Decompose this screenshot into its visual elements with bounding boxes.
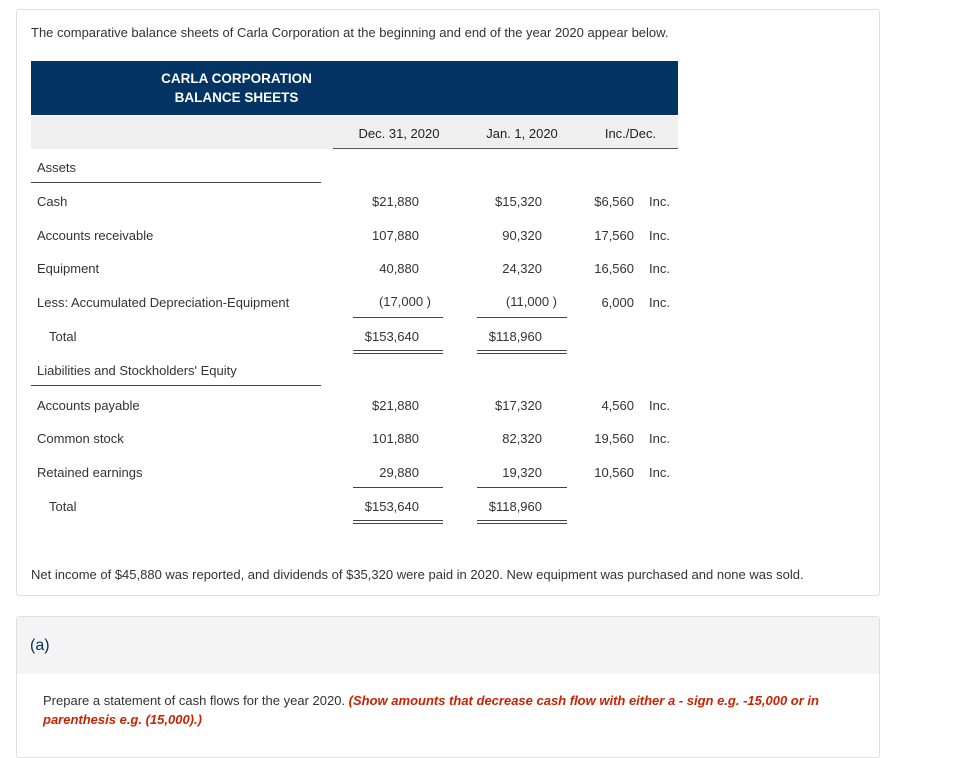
cs-jan: 82,320 [502, 431, 542, 446]
col-dec-2020: Dec. 31, 2020 [358, 126, 440, 141]
liabilities-total-label: Total [49, 499, 77, 514]
col-dec-underline [333, 148, 465, 149]
re-jan: 19,320 [502, 465, 542, 480]
col-jan-underline [459, 148, 587, 149]
footer-note: Net income of $45,880 was reported, and dividends of $35,320 were paid in 2020. New equipment was purchased and none was sold. [31, 567, 804, 582]
assets-total-label: Total [49, 329, 77, 344]
company-name: CARLA CORPORATION [161, 71, 312, 86]
ar-change: 17,560 [594, 228, 634, 243]
assets-total-dec: $153,640 [364, 329, 419, 344]
assets-heading: Assets [37, 160, 77, 175]
row-label-cash: Cash [37, 194, 68, 209]
row-label-retained-earnings: Retained earnings [37, 465, 143, 480]
row-label-accounts-payable: Accounts payable [37, 398, 140, 413]
ar-dec: 107,880 [372, 228, 419, 243]
assets-heading-rule [31, 182, 321, 183]
re-change: 10,560 [594, 465, 634, 480]
accum-dep-direction: Inc. [649, 295, 670, 310]
liabilities-heading-rule [31, 385, 321, 386]
cash-dec: $21,880 [372, 194, 419, 209]
assets-dec-total-double-rule [353, 350, 443, 354]
col-incdec-underline [583, 148, 678, 149]
ap-direction: Inc. [649, 398, 670, 413]
col-inc-dec: Inc./Dec. [604, 126, 657, 141]
row-label-accum-depreciation: Less: Accumulated Depreciation-Equipment [37, 295, 290, 310]
liab-dec-total-double-rule [353, 520, 443, 524]
ar-direction: Inc. [649, 228, 670, 243]
liabilities-total-jan: $118,960 [488, 499, 542, 514]
part-a-label: (a) [30, 637, 50, 654]
row-label-accounts-receivable: Accounts receivable [37, 228, 154, 243]
intro-text: The comparative balance sheets of Carla Corporation at the beginning and end of the year 2020 appear below. [31, 25, 669, 40]
assets-dec-subtotal-rule [353, 317, 443, 318]
assets-jan-total-double-rule [477, 350, 567, 354]
accum-dep-change: 6,000 [601, 295, 634, 310]
col-jan-2020: Jan. 1, 2020 [486, 126, 558, 141]
cs-change: 19,560 [594, 431, 634, 446]
accum-dep-dec: (17,000 ) [378, 294, 431, 309]
ar-jan: 90,320 [502, 228, 542, 243]
ap-change: 4,560 [601, 398, 634, 413]
ap-dec: $21,880 [372, 398, 419, 413]
instruction-text: Prepare a statement of cash flows for the year 2020. [43, 693, 349, 708]
part-a-instruction [43, 691, 843, 729]
cash-change: $6,560 [594, 194, 634, 209]
instruction-note: (Show amounts that decrease cash flow with either a - sign e.g. -15,000 or in parenthesis e.g. (15,000).) [43, 693, 819, 727]
ap-jan: $17,320 [495, 398, 542, 413]
liab-dec-subtotal-rule [353, 487, 443, 488]
liabilities-heading: Liabilities and Stockholders' Equity [37, 363, 237, 378]
equipment-direction: Inc. [649, 261, 670, 276]
part-a-card [16, 616, 880, 758]
re-direction: Inc. [649, 465, 670, 480]
accum-dep-jan: (11,000 ) [505, 294, 557, 309]
part-a-band [17, 617, 879, 674]
row-label-equipment: Equipment [37, 261, 100, 276]
liab-jan-subtotal-rule [477, 487, 567, 488]
cash-jan: $15,320 [495, 194, 542, 209]
cash-direction: Inc. [649, 194, 670, 209]
equipment-jan: 24,320 [502, 261, 542, 276]
row-label-common-stock: Common stock [37, 431, 124, 446]
liabilities-total-dec: $153,640 [364, 499, 419, 514]
assets-jan-subtotal-rule [477, 317, 567, 318]
cs-dec: 101,880 [372, 431, 419, 446]
cs-direction: Inc. [649, 431, 670, 446]
equipment-change: 16,560 [594, 261, 634, 276]
statement-header [31, 61, 678, 115]
statement-title: BALANCE SHEETS [174, 90, 299, 105]
assets-total-jan: $118,960 [488, 329, 542, 344]
re-dec: 29,880 [379, 465, 419, 480]
equipment-dec: 40,880 [379, 261, 419, 276]
liab-jan-total-double-rule [477, 520, 567, 524]
balance-sheet-card [16, 9, 880, 596]
